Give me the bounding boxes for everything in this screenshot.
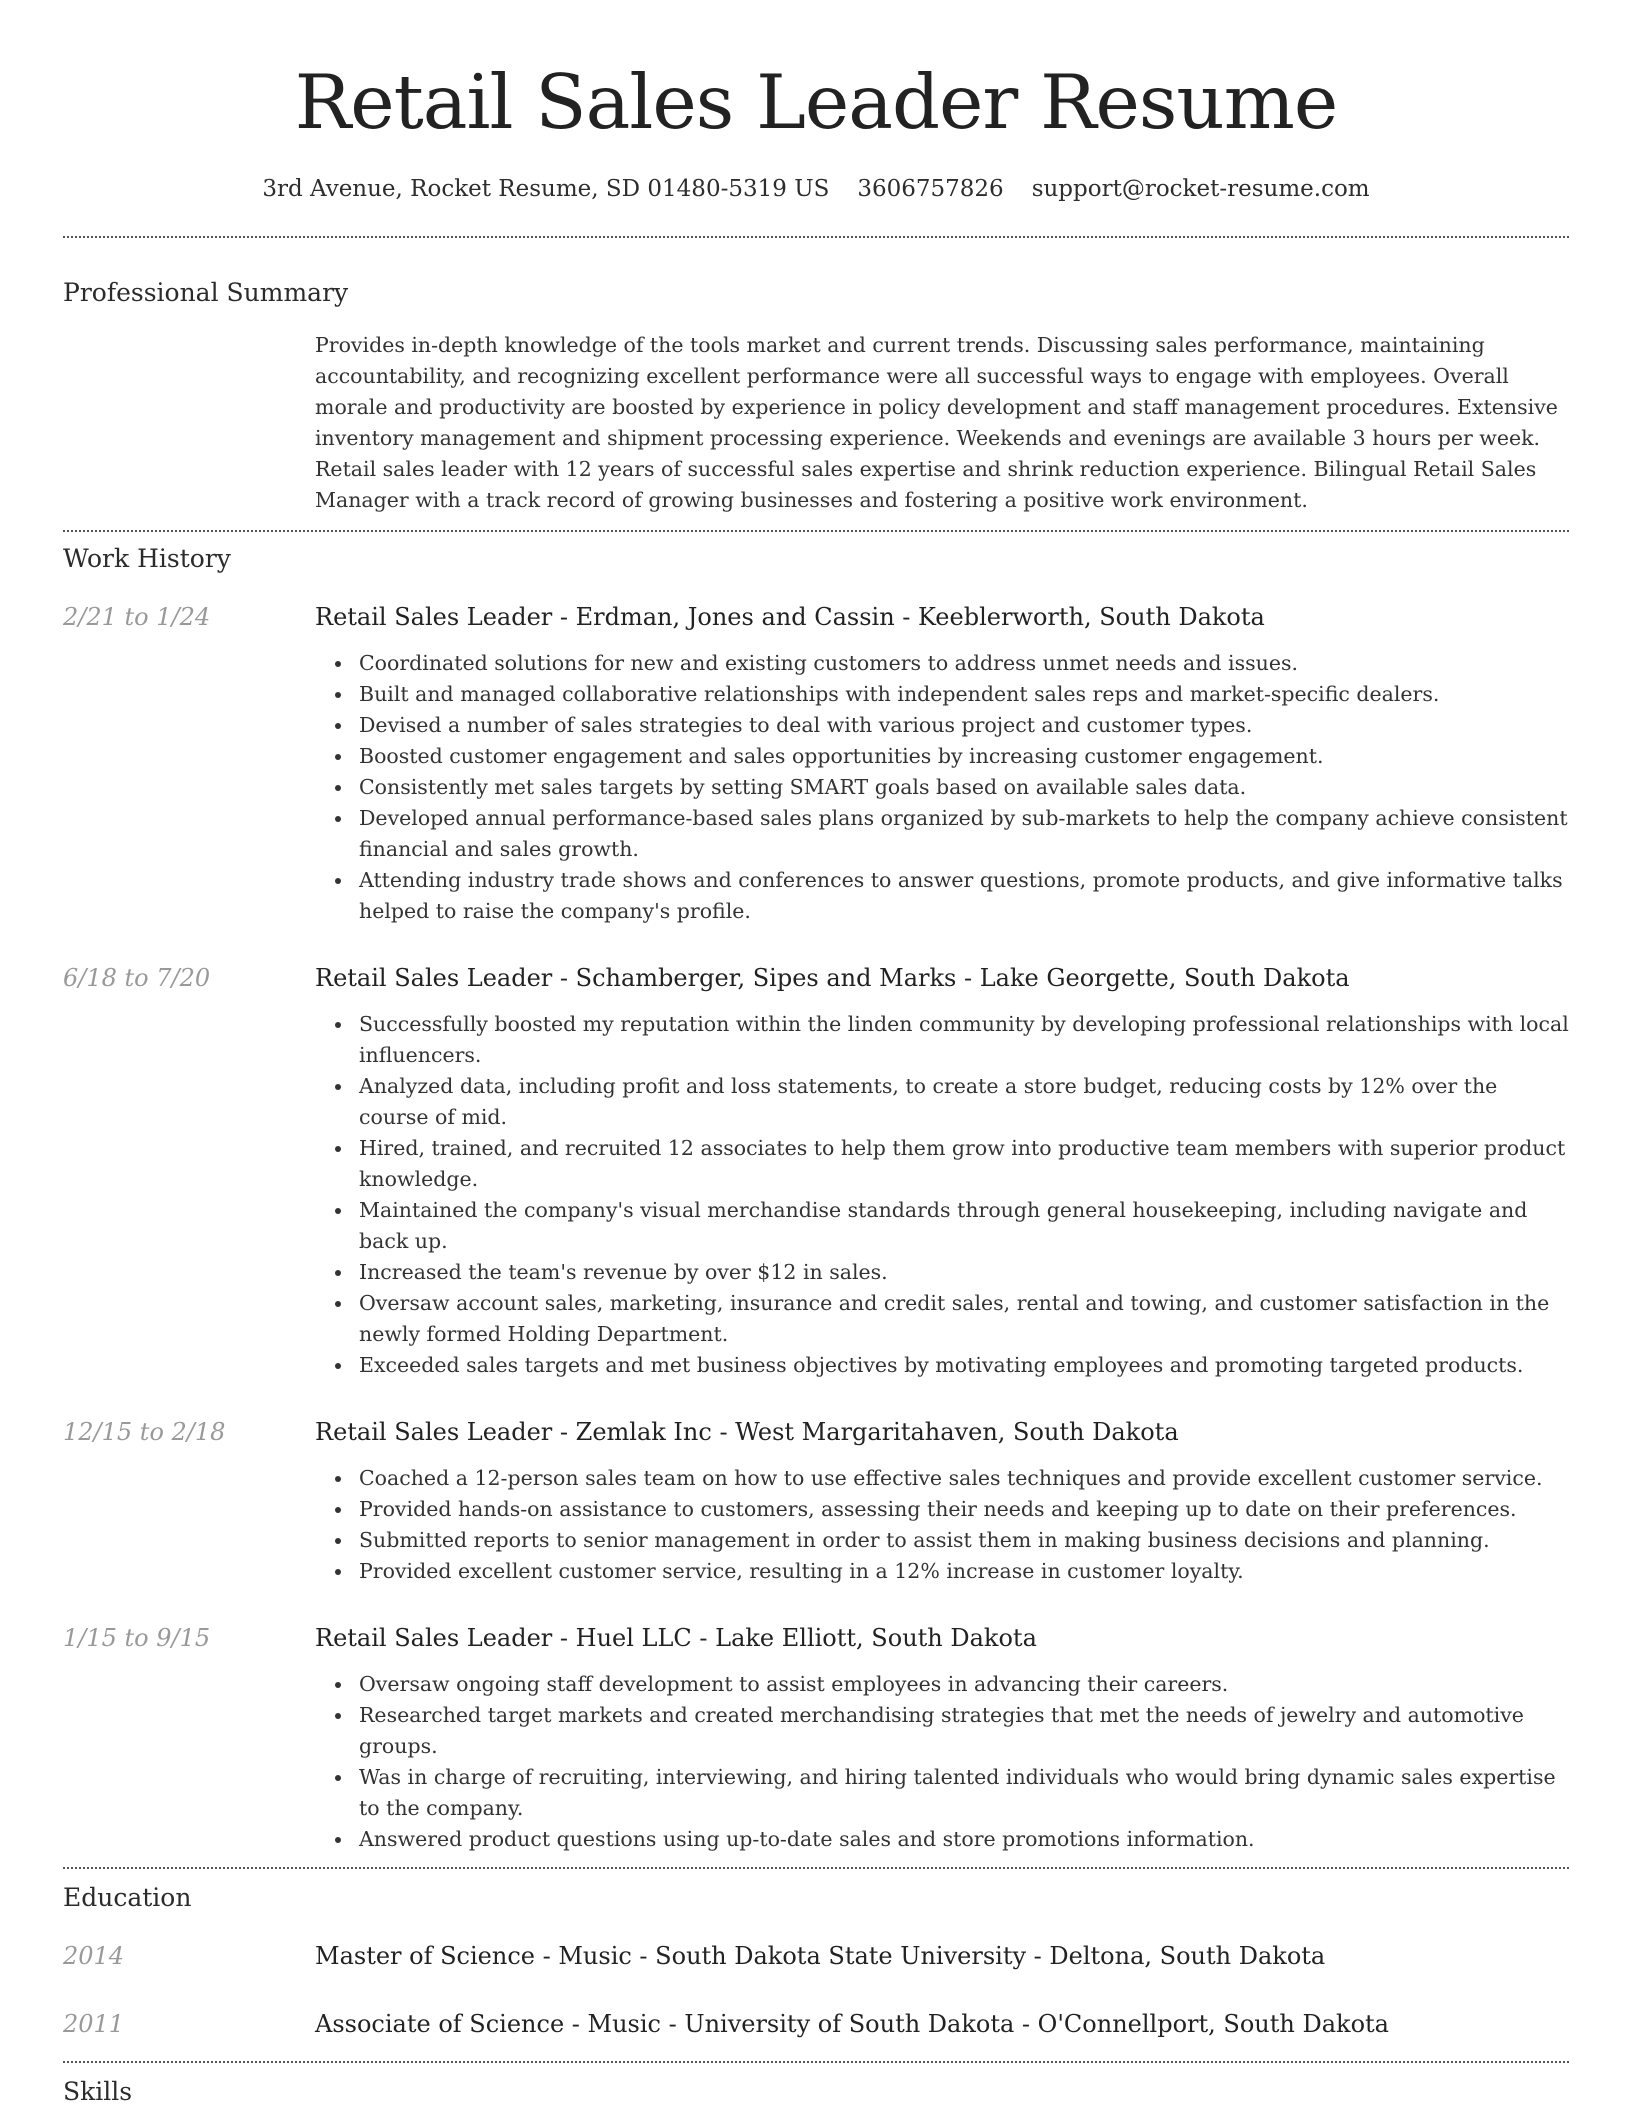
job-bullet: Analyzed data, including profit and loss statements, to create a store budget, reducing costs by 12% over the course of mid. bbox=[315, 1071, 1569, 1133]
job-bullet: Coordinated solutions for new and existing customers to address unmet needs and issues. bbox=[315, 648, 1569, 679]
job-bullets bbox=[315, 1009, 1569, 1381]
summary-heading: Professional Summary bbox=[63, 278, 349, 307]
education-entry bbox=[63, 2007, 1569, 2041]
job-bullet: Oversaw ongoing staff development to assist employees in advancing their careers. bbox=[315, 1669, 1569, 1700]
job-date: 6/18 to 7/20 bbox=[63, 964, 211, 992]
contact-phone: 3606757826 bbox=[857, 176, 1004, 202]
job-bullet: Was in charge of recruiting, interviewing, and hiring talented individuals who would bring dynamic sales expertise to the company. bbox=[315, 1762, 1569, 1824]
job-bullet: Hired, trained, and recruited 12 associates to help them grow into productive team members with superior product knowledge. bbox=[315, 1133, 1569, 1195]
section-divider bbox=[63, 2061, 1569, 2063]
job-bullet: Exceeded sales targets and met business objectives by motivating employees and promoting targeted products. bbox=[315, 1350, 1569, 1381]
contact-line bbox=[63, 172, 1569, 206]
education-degree: Master of Science - Music - South Dakota State University - Deltona, South Dakota bbox=[315, 1942, 1326, 1970]
job-bullet: Answered product questions using up-to-date sales and store promotions information. bbox=[315, 1824, 1569, 1855]
job-entry bbox=[63, 1415, 1569, 1587]
job-bullets bbox=[315, 648, 1569, 927]
skills-heading: Skills bbox=[63, 2077, 133, 2106]
job-bullet: Attending industry trade shows and conferences to answer questions, promote products, and give informative talks helped to raise the company's profile. bbox=[315, 865, 1569, 927]
job-bullet: Devised a number of sales strategies to deal with various project and customer types. bbox=[315, 710, 1569, 741]
education-entry bbox=[63, 1939, 1569, 1973]
job-date: 2/21 to 1/24 bbox=[63, 603, 211, 631]
job-heading: Retail Sales Leader - Schamberger, Sipes and Marks - Lake Georgette, South Dakota bbox=[315, 964, 1350, 992]
section-divider bbox=[63, 236, 1569, 238]
job-date: 1/15 to 9/15 bbox=[63, 1624, 211, 1652]
summary-row bbox=[63, 310, 1569, 516]
job-entry bbox=[63, 961, 1569, 1381]
job-bullet: Built and managed collaborative relationships with independent sales reps and market-specific dealers. bbox=[315, 679, 1569, 710]
section-divider bbox=[63, 1867, 1569, 1869]
job-bullet: Boosted customer engagement and sales opportunities by increasing customer engagement. bbox=[315, 741, 1569, 772]
job-entry bbox=[63, 600, 1569, 927]
job-bullet: Researched target markets and created merchandising strategies that met the needs of jewelry and automotive groups. bbox=[315, 1700, 1569, 1762]
summary-text: Provides in-depth knowledge of the tools market and current trends. Discussing sales performance, maintaining accountability, and recognizing excellent performance were all successful ways to engage with employees. Overall morale and productivity are boosted by experience in policy development and staff management procedures. Extensive inventory management and shipment processing experience. Weekends and evenings are available 3 hours per week. Retail sales leader with 12 years of successful sales expertise and shrink reduction experience. Bilingual Retail Sales Manager with a track record of growing businesses and fostering a positive work environment. bbox=[315, 333, 1558, 512]
resume-header bbox=[63, 0, 1569, 206]
job-bullet: Submitted reports to senior management in order to assist them in making business decisions and planning. bbox=[315, 1525, 1569, 1556]
education-degree: Associate of Science - Music - University of South Dakota - O'Connellport, South Dakota bbox=[315, 2010, 1389, 2038]
job-heading: Retail Sales Leader - Zemlak Inc - West Margaritahaven, South Dakota bbox=[315, 1418, 1179, 1446]
education-year: 2014 bbox=[63, 1942, 125, 1970]
job-bullet: Successfully boosted my reputation within the linden community by developing professional relationships with local influencers. bbox=[315, 1009, 1569, 1071]
job-bullet: Provided excellent customer service, resulting in a 12% increase in customer loyalty. bbox=[315, 1556, 1569, 1587]
work-history-list bbox=[63, 600, 1569, 1855]
job-bullet: Developed annual performance-based sales plans organized by sub-markets to help the company achieve consistent financial and sales growth. bbox=[315, 803, 1569, 865]
job-heading: Retail Sales Leader - Erdman, Jones and Cassin - Keeblerworth, South Dakota bbox=[315, 603, 1265, 631]
work-history-heading: Work History bbox=[63, 544, 231, 573]
job-entry bbox=[63, 1621, 1569, 1855]
job-bullet: Provided hands-on assistance to customers, assessing their needs and keeping up to date on their preferences. bbox=[315, 1494, 1569, 1525]
job-date: 12/15 to 2/18 bbox=[63, 1418, 226, 1446]
job-bullets bbox=[315, 1669, 1569, 1855]
job-bullet: Increased the team's revenue by over $12 in sales. bbox=[315, 1257, 1569, 1288]
job-bullet: Consistently met sales targets by setting SMART goals based on available sales data. bbox=[315, 772, 1569, 803]
education-year: 2011 bbox=[63, 2010, 125, 2038]
job-bullet: Maintained the company's visual merchandise standards through general housekeeping, including navigate and back up. bbox=[315, 1195, 1569, 1257]
contact-address: 3rd Avenue, Rocket Resume, SD 01480-5319 US bbox=[262, 176, 830, 202]
contact-email: support@rocket-resume.com bbox=[1031, 176, 1370, 202]
job-bullets bbox=[315, 1463, 1569, 1587]
job-bullet: Coached a 12-person sales team on how to use effective sales techniques and provide excellent customer service. bbox=[315, 1463, 1569, 1494]
resume-title: Retail Sales Leader Resume bbox=[294, 58, 1338, 146]
section-divider bbox=[63, 530, 1569, 532]
education-heading: Education bbox=[63, 1883, 192, 1912]
job-bullet: Oversaw account sales, marketing, insurance and credit sales, rental and towing, and customer satisfaction in the newly formed Holding Department. bbox=[315, 1288, 1569, 1350]
job-heading: Retail Sales Leader - Huel LLC - Lake Elliott, South Dakota bbox=[315, 1624, 1037, 1652]
